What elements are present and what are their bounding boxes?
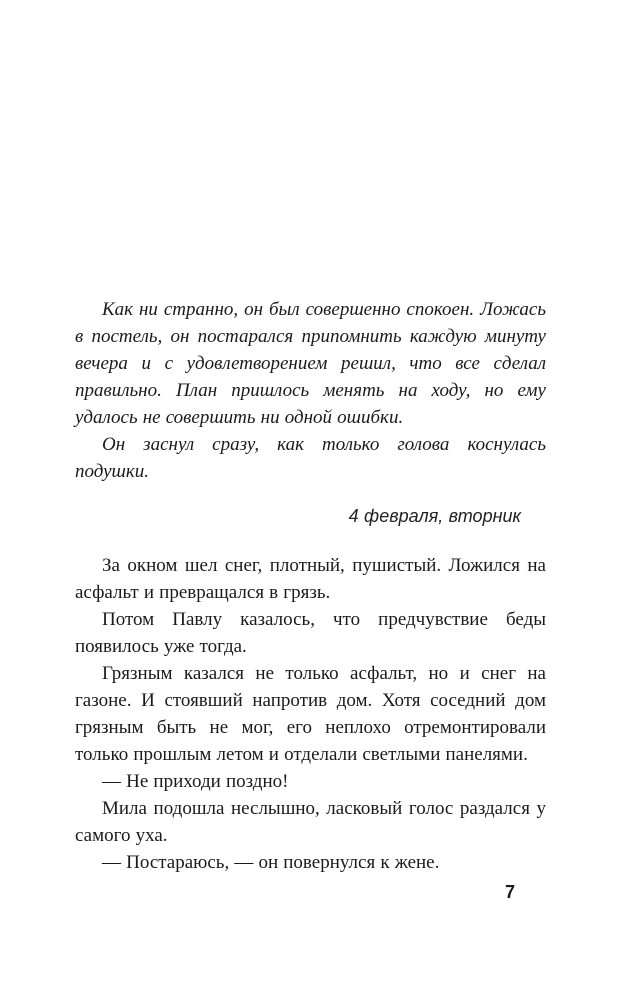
paragraph: Мила подошла неслышно, ласковый голос раздался у самого уха. — [75, 798, 546, 846]
date-heading: 4 февраля, вторник — [348, 506, 521, 526]
paragraph-italic: Как ни странно, он был совершенно спокоен. Ложась в постель, он постарался припомнить каждую минуту вечера и с удовлетворением решил, что все сделал правильно. План пришлось менять на ходу, но ему удалось не совершить ни одной ошибки. — [75, 299, 546, 428]
text-block — [75, 296, 546, 876]
paragraph: Потом Павлу казалось, что предчувствие беды появилось уже тогда. — [75, 609, 546, 657]
page-number: 7 — [505, 882, 516, 902]
paragraph-dialogue: — Не приходи поздно! — [102, 771, 289, 792]
paragraph-dialogue: — Постараюсь, — он повернулся к жене. — [102, 852, 440, 873]
paragraph: За окном шел снег, плотный, пушистый. Ложился на асфальт и превращался в грязь. — [75, 555, 546, 603]
paragraph-italic: Он заснул сразу, как только голова коснулась подушки. — [75, 434, 546, 482]
paragraph: Грязным казался не только асфальт, но и снег на газоне. И стоявший напротив дом. Хотя соседний дом грязным быть не мог, его неплохо отремонтировали только прошлым летом и отделали светлыми панелями. — [75, 663, 546, 765]
